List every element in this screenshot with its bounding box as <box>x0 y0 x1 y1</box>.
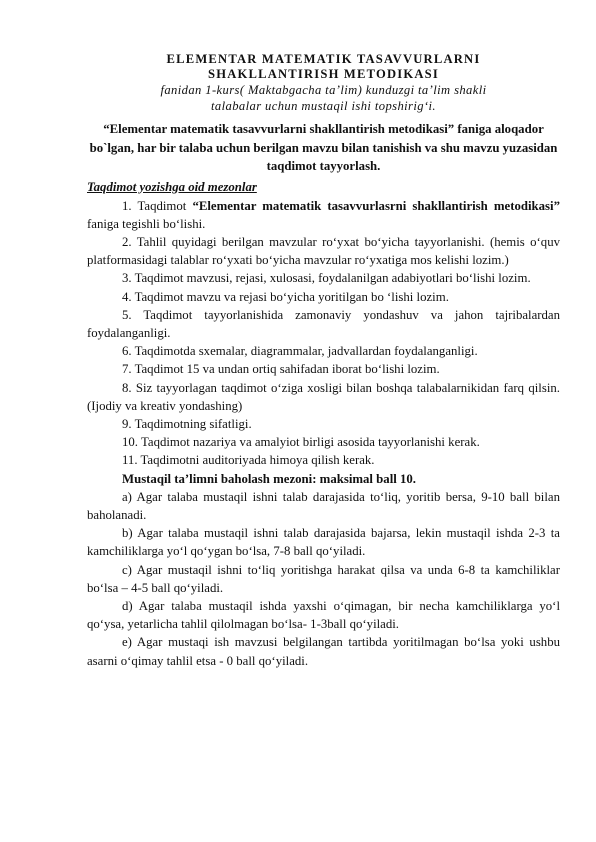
grading-item-e: e) Agar mustaqi ish mavzusi belgilangan tartibda yoritilmagan bo‘lsa yoki ushbu asarni o‘qimay tahlil etsa - 0 ball qo‘yiladi. <box>87 635 560 668</box>
document-subtitle-line-1: fanidan 1-kurs( Maktabgacha ta’lim) kunduzgi ta’lim shakli <box>160 83 487 97</box>
criteria-item-8: 8. Siz tayyorlagan taqdimot o‘ziga xosligi bilan boshqa talabalarnikidan farq qilsin. (Ijodiy va kreativ yondashing) <box>87 380 560 413</box>
document-page <box>87 52 560 670</box>
criteria-item-1 <box>87 197 560 233</box>
criteria-item-1-prefix: 1. Taqdimot <box>122 198 193 213</box>
criteria-item-5: 5. Taqdimot tayyorlanishida zamonaviy yondashuv va jahon tajribalardan foydalanganligi. <box>87 307 560 340</box>
criteria-item-1-suffix: faniga tegishli bo‘lishi. <box>87 216 206 231</box>
criteria-item-6: 6. Taqdimotda sxemalar, diagrammalar, jadvallardan foydalanganligi. <box>122 344 478 359</box>
criteria-item-11: 11. Taqdimotni auditoriyada himoya qilish kerak. <box>122 453 375 468</box>
criteria-item-9: 9. Taqdimotning sifatligi. <box>122 416 252 431</box>
criteria-item-3: 3. Taqdimot mavzusi, rejasi, xulosasi, foydalanilgan adabiyotlari bo‘lishi lozim. <box>122 271 531 286</box>
course-name-bold: “Elementar matematik tasavvurlasrni shakllantirish metodikasi” <box>192 198 560 213</box>
assignment-intro: “Elementar matematik tasavvurlarni shakllantirish metodikasi” faniga aloqador bo`lgan, har bir talaba uchun berilgan mavzu bilan tanishish va shu mavzu yuzasidan taqdimot tayyorlash. <box>89 122 558 173</box>
criteria-item-4: 4. Taqdimot mavzu va rejasi bo‘yicha yoritilgan bo ‘lishi lozim. <box>122 289 449 304</box>
grading-item-b: b) Agar talaba mustaqil ishni talab darajasida bajarsa, lekin mustaqil ishda 2-3 ta kamchiliklarga yo‘l qo‘ygan bo‘lsa, 7-8 ball qo‘yiladi. <box>87 526 560 559</box>
criteria-item-7: 7. Taqdimot 15 va undan ortiq sahifadan iborat bo‘lishi lozim. <box>122 362 440 377</box>
document-subtitle-line-2: talabalar uchun mustaqil ishi topshirig‘i. <box>211 99 436 113</box>
criteria-item-10: 10. Taqdimot nazariya va amalyiot birligi asosida tayyorlanishi kerak. <box>122 435 480 450</box>
grading-item-c: c) Agar mustaqil ishni to‘liq yoritishga harakat qilsa va unda 6-8 ta kamchiliklar bo‘lsa – 4-5 ball qo‘yiladi. <box>87 562 560 595</box>
criteria-heading: Taqdimot yozishga oid mezonlar <box>87 179 257 194</box>
grading-heading: Mustaqil ta’limni baholash mezoni: maksimal ball 10. <box>122 471 417 486</box>
criteria-item-2: 2. Tahlil quyidagi berilgan mavzular ro‘yxat bo‘yicha tayyorlanishi. (hemis o‘quv platformasidagi talablar ro‘yxati bo‘yicha mavzular ro‘yxatiga mos kelishi lozim.) <box>87 234 560 268</box>
grading-item-a: a) Agar talaba mustaqil ishni talab darajasida to‘liq, yoritib bersa, 9-10 ball bilan baholanadi. <box>87 489 560 522</box>
grading-item-d: d) Agar talaba mustaqil ishda yaxshi o‘qimagan, bir necha kamchiliklarga yo‘l qo‘ysa, yetarlicha tahlil qilolmagan bo‘lsa- 1-3ball qo‘yiladi. <box>87 598 560 632</box>
document-title-line-2: SHAKLLANTIRISH METODIKASI <box>208 67 439 81</box>
document-title-line-1: ELEMENTAR MATEMATIK TASAVVURLARNI <box>166 52 481 66</box>
